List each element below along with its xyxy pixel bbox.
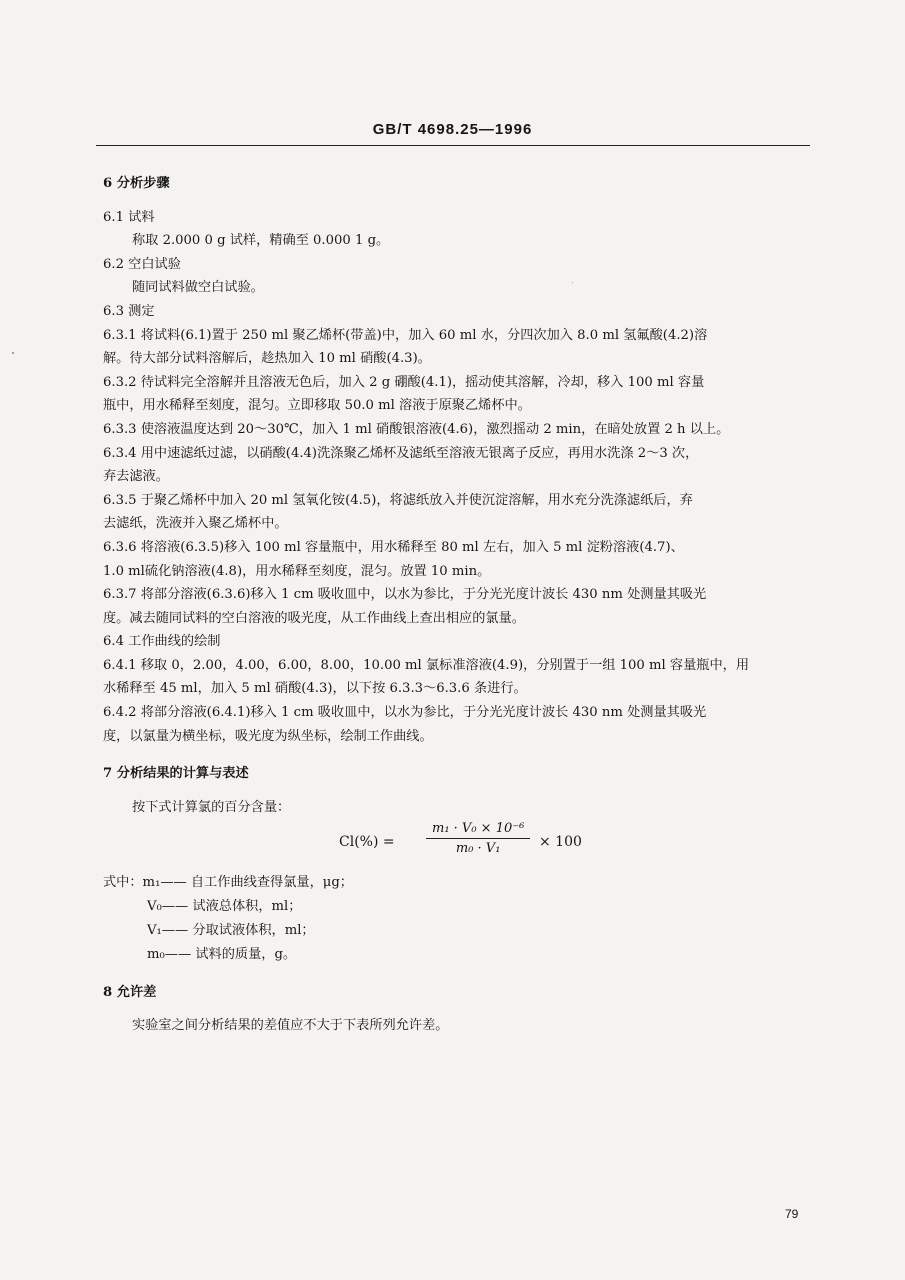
document-header: GB/T 4698.25—1996 bbox=[372, 121, 533, 138]
document-body bbox=[103, 168, 808, 1038]
legend-v0: V₀—— 试液总体积，ml； bbox=[147, 899, 302, 915]
para-6-4-1-line1: 6.4.1 移取 0，2.00，4.00，6.00，8.00，10.00 ml 氯标准溶液(4.9)，分别置于一组 100 ml 容量瓶中，用 bbox=[103, 657, 750, 673]
para-6-3-6-line2: 1.0 ml硫化钠溶液(4.8)，用水稀释至刻度，混匀。放置 10 min。 bbox=[103, 563, 491, 579]
legend-v1: V₁—— 分取试液体积，ml； bbox=[147, 923, 315, 939]
section-8-title: 8 允许差 bbox=[103, 984, 157, 1000]
scan-speck bbox=[572, 282, 573, 283]
section-6-title: 6 分析步骤 bbox=[103, 176, 170, 191]
para-6-3-1-line1: 6.3.1 将试料(6.1)置于 250 ml 聚乙烯杯(带盖)中，加入 60 ml 水，分四次加入 8.0 ml 氢氟酸(4.2)溶 bbox=[103, 327, 708, 343]
subsection-6-1-title: 6.1 试料 bbox=[103, 209, 155, 225]
header-rule bbox=[96, 145, 810, 146]
para-6-3-6-line1: 6.3.6 将溶液(6.3.5)移入 100 ml 容量瓶中，用水稀释至 80 ml 左右，加入 5 ml 淀粉溶液(4.7)、 bbox=[103, 539, 684, 555]
para-6-3-7-line2: 度。减去随同试料的空白溶液的吸光度，从工作曲线上查出相应的氯量。 bbox=[103, 610, 525, 626]
subsection-6-3-title: 6.3 测定 bbox=[103, 303, 155, 319]
formula-legend bbox=[103, 871, 808, 966]
para-6-3-5-line1: 6.3.5 于聚乙烯杯中加入 20 ml 氢氧化铵(4.5)，将滤纸放入并使沉淀溶解，用水充分洗涤滤纸后，弃 bbox=[103, 492, 693, 508]
subsection-6-2-title: 6.2 空白试验 bbox=[103, 256, 181, 272]
formula-intro: 按下式计算氯的百分含量： bbox=[132, 799, 291, 815]
section-8-text: 实验室之间分析结果的差值应不大于下表所列允许差。 bbox=[132, 1018, 449, 1034]
formula-fraction bbox=[426, 821, 530, 856]
para-6-3-3: 6.3.3 使溶液温度达到 20～30℃，加入 1 ml 硝酸银溶液(4.6)，激烈摇动 2 min，在暗处放置 2 h 以上。 bbox=[103, 421, 730, 437]
subsection-6-4-title: 6.4 工作曲线的绘制 bbox=[103, 634, 221, 650]
subsection-6-2-text: 随同试料做空白试验。 bbox=[132, 280, 264, 296]
para-6-3-5-line2: 去滤纸，洗液并入聚乙烯杯中。 bbox=[103, 516, 288, 532]
legend-m1: 式中：m₁—— 自工作曲线查得氯量，μg； bbox=[103, 875, 353, 891]
page-number: 79 bbox=[785, 1207, 799, 1221]
legend-m0: m₀—— 试料的质量，g。 bbox=[147, 946, 297, 962]
para-6-4-1-line2: 水稀释至 45 ml，加入 5 ml 硝酸(4.3)，以下按 6.3.3～6.3.6 条进行。 bbox=[103, 681, 527, 697]
chlorine-formula bbox=[103, 819, 808, 871]
para-6-3-4-line1: 6.3.4 用中速滤纸过滤，以硝酸(4.4)洗涤聚乙烯杯及滤纸至溶液无银离子反应，再用水洗涤 2～3 次， bbox=[103, 445, 699, 461]
para-6-4-2-line2: 度，以氯量为横坐标，吸光度为纵坐标，绘制工作曲线。 bbox=[103, 728, 433, 744]
section-7-title: 7 分析结果的计算与表述 bbox=[103, 766, 249, 782]
para-6-4-2-line1: 6.4.2 将部分溶液(6.4.1)移入 1 cm 吸收皿中，以水为参比，于分光光度计波长 430 nm 处测量其吸光 bbox=[103, 705, 707, 721]
para-6-3-1-line2: 解。待大部分试料溶解后，趁热加入 10 ml 硝酸(4.3)。 bbox=[103, 351, 431, 367]
formula-left-side: Cl(%) = bbox=[339, 834, 395, 851]
formula-denominator: m₀ · V₁ bbox=[455, 841, 501, 857]
para-6-3-2-line2: 瓶中，用水稀释至刻度，混匀。立即移取 50.0 ml 溶液于原聚乙烯杯中。 bbox=[103, 398, 531, 414]
scan-speck bbox=[12, 352, 14, 354]
subsection-6-1-text: 称取 2.000 0 g 试样，精确至 0.000 1 g。 bbox=[132, 233, 390, 249]
para-6-3-2-line1: 6.3.2 待试料完全溶解并且溶液无色后，加入 2 g 硼酸(4.1)，摇动使其溶解，冷却，移入 100 ml 容量 bbox=[103, 374, 705, 390]
formula-numerator: m₁ · V₀ × 10⁻⁶ bbox=[426, 821, 530, 839]
formula-right-side: × 100 bbox=[539, 834, 582, 851]
para-6-3-4-line2: 弃去滤液。 bbox=[103, 469, 169, 485]
para-6-3-7-line1: 6.3.7 将部分溶液(6.3.6)移入 1 cm 吸收皿中，以水为参比，于分光光度计波长 430 nm 处测量其吸光 bbox=[103, 587, 707, 603]
